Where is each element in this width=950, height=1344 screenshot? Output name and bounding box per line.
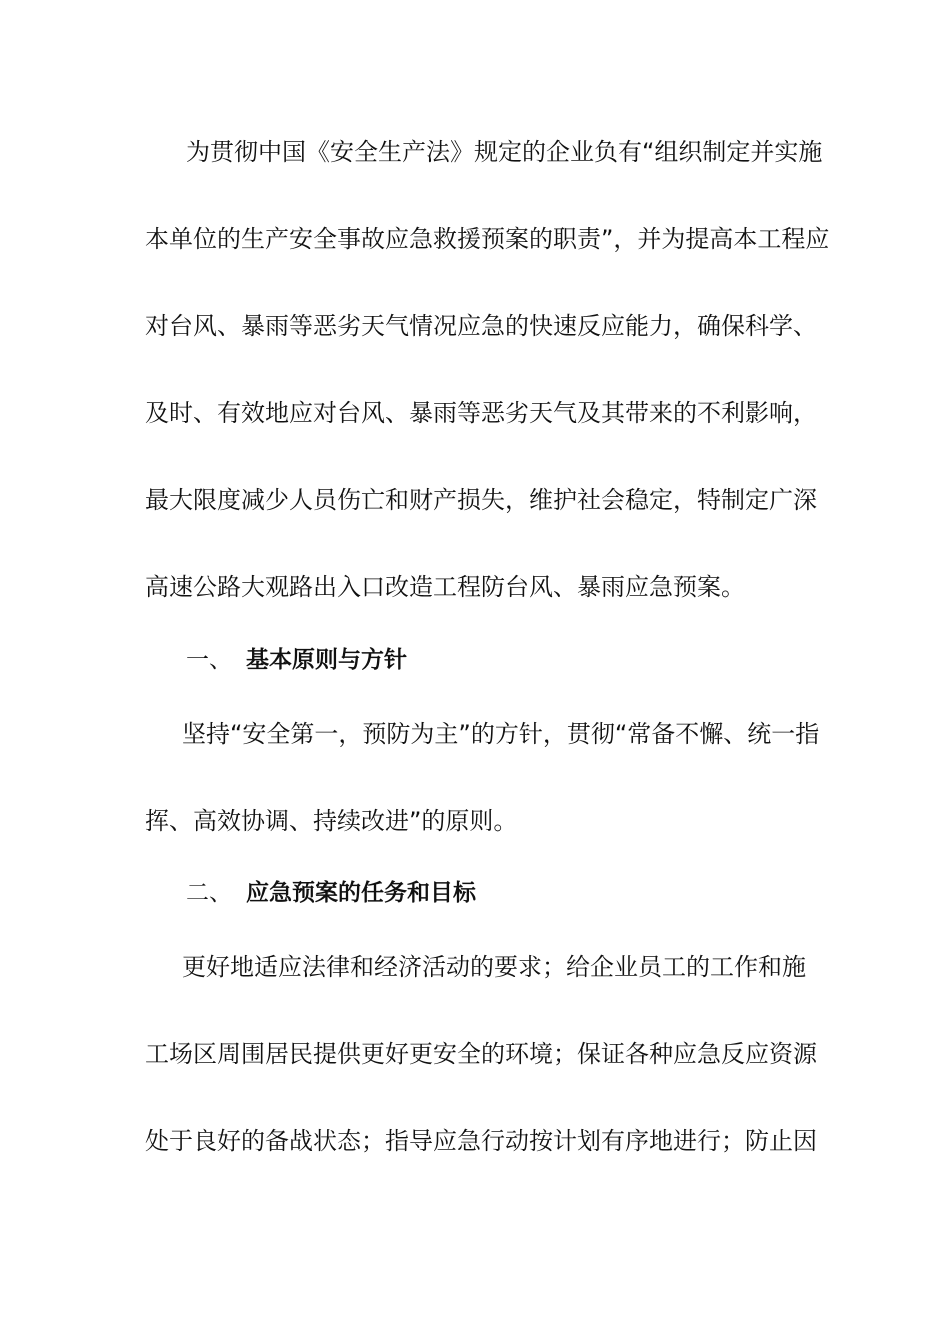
section-title: 基本原则与方针 (246, 647, 407, 673)
paragraph-line: 高速公路大观路出入口改造工程防台风、暴雨应急预案。 (145, 573, 745, 601)
section-number: 二、 (186, 880, 232, 906)
paragraph-line: 坚持“安全第一，预防为主”的方针，贯彻“常备不懈、统一指 (182, 720, 820, 748)
section-heading (186, 642, 407, 678)
section-title: 应急预案的任务和目标 (246, 880, 476, 906)
section-number: 一、 (186, 647, 232, 673)
paragraph-line: 处于良好的备战状态；指导应急行动按计划有序地进行；防止因 (145, 1127, 817, 1155)
section-heading (186, 875, 476, 911)
paragraph-line: 为贯彻中国《安全生产法》规定的企业负有“组织制定并实施 (186, 138, 823, 166)
paragraph-line: 对台风、暴雨等恶劣天气情况应急的快速反应能力，确保科学、 (145, 312, 817, 340)
paragraph-line: 最大限度减少人员伤亡和财产损失，维护社会稳定，特制定广深 (145, 486, 817, 514)
paragraph-line: 及时、有效地应对台风、暴雨等恶劣天气及其带来的不利影响， (145, 399, 817, 427)
paragraph-line: 更好地适应法律和经济活动的要求；给企业员工的工作和施 (182, 953, 806, 981)
paragraph-line: 挥、高效协调、持续改进”的原则。 (145, 807, 518, 835)
paragraph-line: 本单位的生产安全事故应急救援预案的职责”，并为提高本工程应 (145, 225, 830, 253)
paragraph-line: 工场区周围居民提供更好更安全的环境；保证各种应急反应资源 (145, 1040, 817, 1068)
